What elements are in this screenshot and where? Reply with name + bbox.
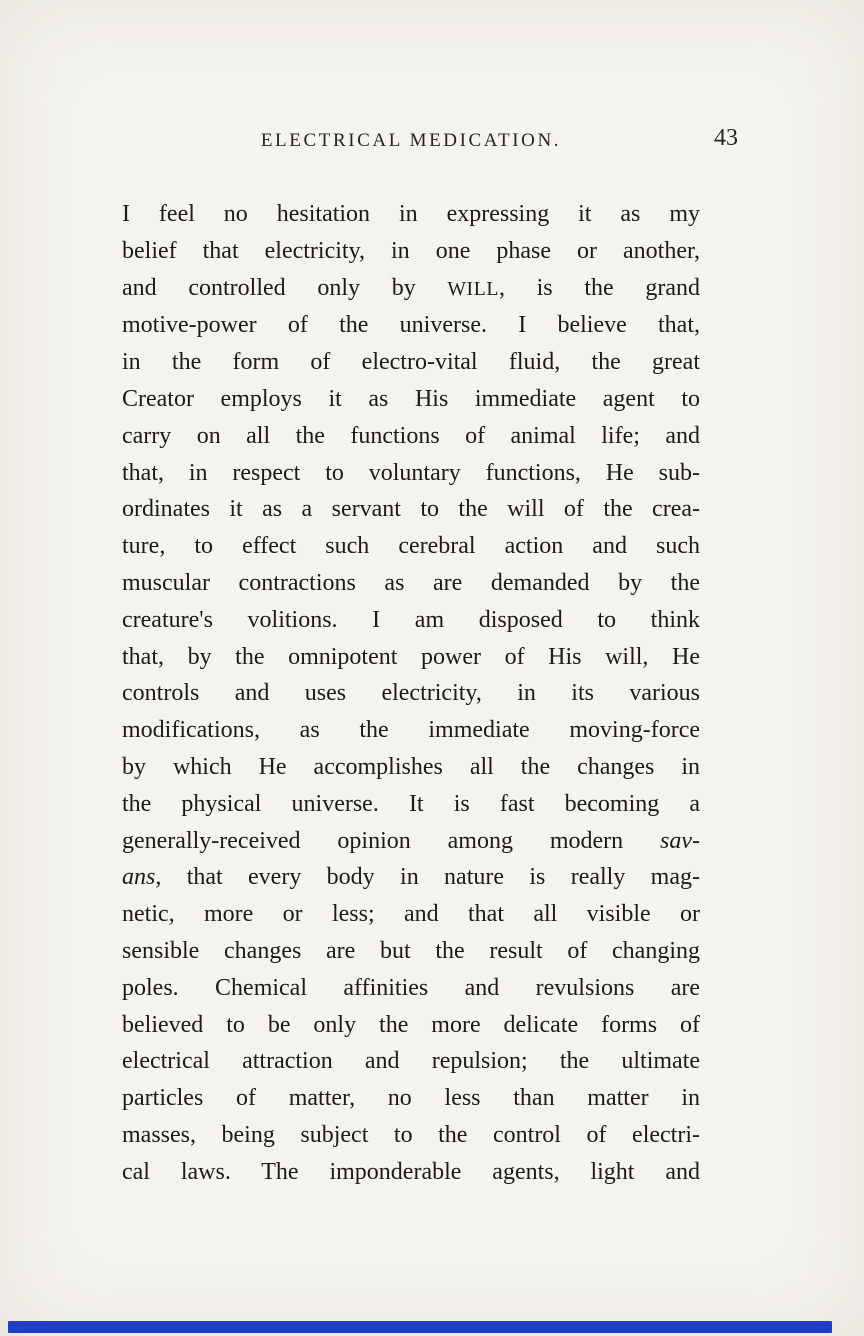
text-line [122,344,700,381]
text-line [122,859,700,896]
text-segment: the physical universe. It is fast becoming a [122,790,700,817]
text-segment: generally-received opinion among modern [122,827,661,854]
text-line [122,1007,700,1044]
text-line [122,970,700,1007]
text-segment: ans [122,864,156,891]
text-segment: that, in respect to voluntary functions, He sub- [122,459,700,486]
text-segment: muscular contractions as are demanded by the [122,569,700,596]
page-header [122,125,738,158]
text-line [122,565,700,602]
page-content [122,125,738,1191]
text-segment: sensible changes are but the result of changing [122,937,700,964]
text-line [122,270,700,308]
text-segment: motive-power of the universe. I believe that, [122,312,700,339]
page-number: 43 [714,125,738,151]
text-segment: particles of matter, no less than matter in [122,1085,700,1112]
text-line [122,712,700,749]
text-segment: WILL [447,277,499,300]
text-line [122,896,700,933]
body-text [122,196,700,1191]
text-segment: cal laws. The imponderable agents, light and [122,1158,700,1185]
text-segment: creature's volitions. I am disposed to think [122,606,700,633]
text-segment: electrical attraction and repulsion; the ultimate [122,1048,700,1075]
text-line [122,1080,700,1117]
text-segment: masses, being subject to the control of electri- [122,1121,700,1148]
text-line [122,675,700,712]
text-segment: ordinates it as a servant to the will of the crea- [122,496,700,523]
text-segment: believed to be only the more delicate forms of [122,1011,700,1038]
text-segment: and controlled only by [122,274,448,301]
text-segment: by which He accomplishes all the changes in [122,753,700,780]
text-line [122,196,700,233]
text-line [122,1117,700,1154]
text-segment: modifications, as the immediate moving-force [122,717,700,744]
text-line [122,381,700,418]
text-segment: I feel no hesitation in expressing it as my [122,201,700,227]
text-line [122,233,700,270]
text-segment: Creator employs it as His immediate agent to [122,385,700,412]
text-line [122,602,700,639]
text-line [122,455,700,492]
text-segment: , is the grand [498,274,700,301]
text-line [122,1043,700,1080]
text-line [122,933,700,970]
text-segment: , that every body in nature is really mag- [155,864,700,891]
text-line [122,639,700,676]
running-title: ELECTRICAL MEDICATION. [260,130,562,151]
text-segment: poles. Chemical affinities and revulsions are [122,974,700,1001]
text-line [122,1154,700,1191]
scan-artifact-strip [8,1321,832,1333]
text-line [122,307,700,344]
text-segment: controls and uses electricity, in its various [122,680,700,707]
text-segment: in the form of electro-vital fluid, the great [122,349,700,376]
text-line [122,786,700,823]
text-segment: carry on all the functions of animal life; and [122,422,700,449]
text-segment: sav- [660,827,700,854]
text-segment: netic, more or less; and that all visible or [122,901,700,928]
text-line [122,823,700,860]
text-line [122,749,700,786]
text-segment: ture, to effect such cerebral action and such [122,533,700,560]
text-segment: belief that electricity, in one phase or another, [122,237,700,264]
text-line [122,491,700,528]
text-segment: that, by the omnipotent power of His will, He [122,643,700,670]
text-line [122,418,700,455]
text-line [122,528,700,565]
